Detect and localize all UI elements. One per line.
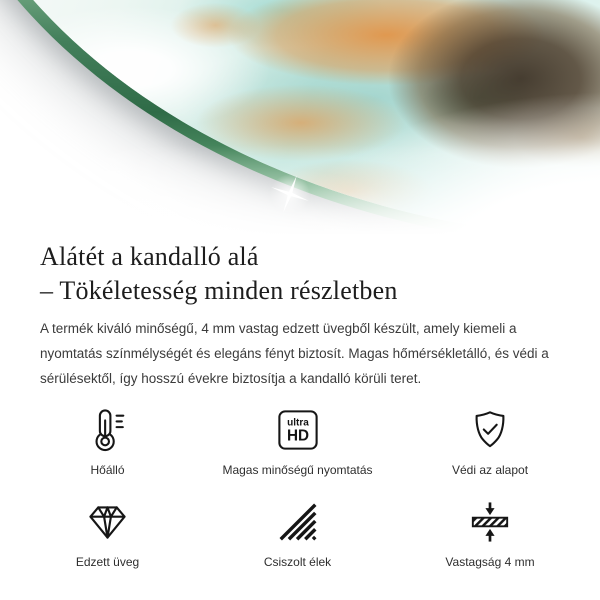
page-title-line2: – Tökéletesség minden részletben xyxy=(40,276,398,305)
feature-label: Csiszolt élek xyxy=(263,555,332,569)
icon-box xyxy=(87,407,129,453)
icon-box xyxy=(469,499,511,545)
product-info-section xyxy=(0,240,600,569)
ultra-hd-icon-text-top: ultra xyxy=(286,417,309,429)
feature-label: Vastagság 4 mm xyxy=(445,555,535,569)
diamond-icon xyxy=(86,504,129,541)
feature-label: Hőálló xyxy=(90,463,125,477)
ultra-hd-icon-text-bottom: HD xyxy=(286,427,309,445)
sparkle-glint xyxy=(268,172,312,216)
feature-row xyxy=(40,407,560,477)
page-title xyxy=(40,240,560,308)
icon-box xyxy=(277,407,319,453)
feature-label: Védi az alapot xyxy=(451,463,529,477)
product-description: A termék kiváló minőségű, 4 mm vastag edzett üvegből készült, amely kiemeli a nyomtatás színmélységét és elegáns fényt biztosít. Magas hőmérsékletálló, és védi a sérülésektől, így hosszú évekre biztosítja a kandalló körüli teret. xyxy=(40,321,549,386)
icon-box xyxy=(469,407,511,453)
thermometer-icon xyxy=(87,407,129,453)
icon-box xyxy=(86,499,129,545)
shield-check-icon xyxy=(469,409,511,451)
thickness-compress-icon xyxy=(469,501,511,543)
beveled-edges-icon xyxy=(278,502,318,542)
feature-label: Edzett üveg xyxy=(75,555,140,569)
icon-box xyxy=(278,499,318,545)
feature-label: Magas minőségű nyomtatás xyxy=(222,463,373,477)
feature-row xyxy=(40,499,560,569)
feature-polished-edges xyxy=(175,499,420,569)
product-image xyxy=(0,0,600,234)
page-title-line1: Alátét a kandalló alá xyxy=(40,242,259,271)
feature-protects-base xyxy=(420,407,560,477)
feature-grid xyxy=(40,407,560,569)
feature-thickness xyxy=(420,499,560,569)
feature-tempered-glass xyxy=(40,499,175,569)
feature-heat-resistant xyxy=(40,407,175,477)
feature-print-quality xyxy=(175,407,420,477)
ultra-hd-icon xyxy=(277,409,319,451)
